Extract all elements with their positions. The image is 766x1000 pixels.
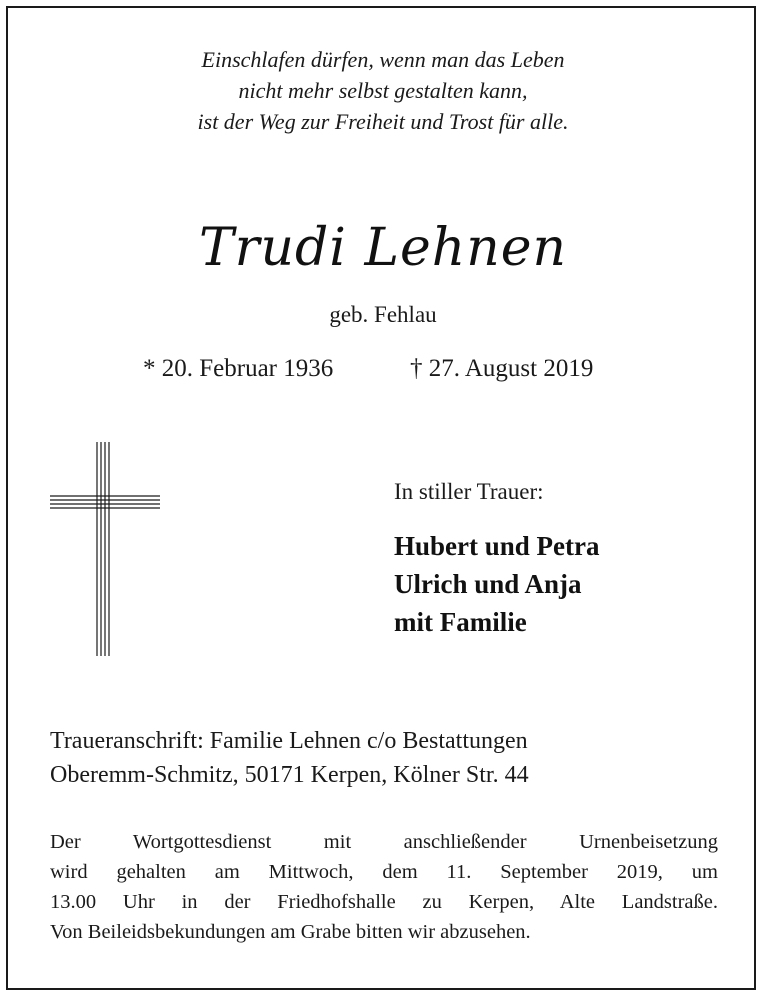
address-line-2: Oberemm-Schmitz, 50171 Kerpen, Kölner Str. 44 (50, 762, 529, 788)
service-notice (50, 827, 718, 947)
deceased-name: Trudi Lehnen (198, 218, 568, 278)
service-line-4: Von Beileidsbekundungen am Grabe bitten wir abzusehen. (50, 921, 531, 943)
cross-icon (48, 440, 162, 658)
service-line-2: wird gehalten am Mittwoch, dem 11. September 2019, um (50, 861, 718, 883)
mourners-list (394, 527, 600, 641)
poem-line-3: ist der Weg zur Freiheit und Trost für alle. (197, 109, 569, 134)
maiden-name: geb. Fehlau (329, 302, 437, 327)
mourner-line-2: Ulrich und Anja (394, 569, 582, 599)
service-line-3: 13.00 Uhr in der Friedhofshalle zu Kerpen, Alte Landstraße. (50, 891, 718, 913)
birth-date: * 20. Februar 1936 (143, 355, 334, 382)
poem (0, 44, 766, 137)
death-date: † 27. August 2019 (410, 355, 594, 382)
mourning-intro: In stiller Trauer: (394, 479, 544, 504)
mourner-line-1: Hubert und Petra (394, 531, 600, 561)
poem-line-1: Einschlafen dürfen, wenn man das Leben (201, 47, 565, 72)
poem-line-2: nicht mehr selbst gestalten kann, (238, 78, 528, 103)
address-line-1: Traueranschrift: Familie Lehnen c/o Bestattungen (50, 728, 528, 754)
service-line-1: Der Wortgottesdienst mit anschließender Urnenbeisetzung (50, 831, 718, 853)
mourner-line-3: mit Familie (394, 607, 527, 637)
mourning-address (50, 724, 529, 792)
